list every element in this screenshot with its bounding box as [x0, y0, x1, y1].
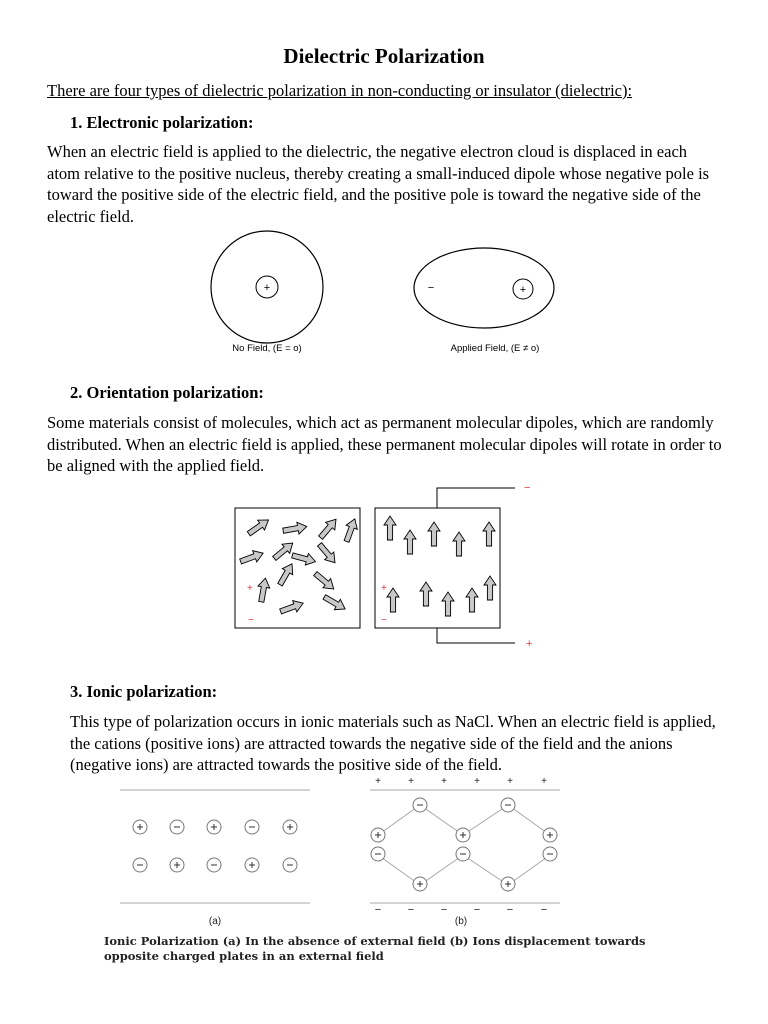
top-plate-charges [375, 776, 547, 787]
nucleus-plus-sign-applied: + [519, 284, 527, 296]
intro-text: There are four types of dielectric polarization in non-conducting or insulator (dielectric): [47, 81, 633, 100]
label-b: (b) [454, 916, 468, 927]
section-body-ionic: This type of polarization occurs in ionic materials such as NaCl. When an electric field is applied, the cations (positive ions) are attracted towards the negative side of the field and the anions (negative ions) are attracted towards the positive side of the field. [70, 712, 716, 774]
svg-text:−: − [506, 904, 514, 916]
section-heading-electronic: 1. Electronic polarization: [70, 113, 254, 132]
svg-text:−: − [374, 904, 382, 916]
section-heading-ionic: 3. Ionic polarization: [70, 682, 218, 701]
svg-text:+: + [541, 776, 547, 787]
section-body-electronic: When an electric field is applied to the dielectric, the negative electron cloud is displaced in each atom relative to the positive nucleus, thereby creating a small-induced dipole whose negative pole is toward the positive side of the electric field, and the positive pole is toward the negative side of the electric field. [47, 142, 710, 226]
aligned-dipoles [384, 516, 496, 616]
svg-text:−: − [473, 904, 481, 916]
bottom-plate-charges [375, 904, 547, 916]
dipole-minus-sign-applied: − [381, 615, 387, 626]
ion-lattice-lines [378, 805, 550, 885]
svg-text:−: − [540, 904, 548, 916]
svg-text:−: − [407, 904, 415, 916]
page-title: Dielectric Polarization [283, 44, 485, 68]
svg-text:+: + [441, 776, 447, 787]
svg-text:+: + [375, 776, 381, 787]
bottom-plus-sign: + [526, 638, 533, 650]
dipole-plus-sign: + [247, 583, 253, 594]
label-no-field: No Field, (E = o) [232, 343, 302, 354]
label-applied-field: Applied Field, (E ≠ o) [450, 343, 540, 354]
label-a: (a) [208, 916, 222, 927]
ions-applied-field [371, 798, 557, 891]
electron-minus-sign: − [427, 282, 435, 294]
dipole-minus-sign: − [248, 615, 254, 626]
bottom-electrode-wire [437, 628, 515, 643]
section-body-orientation: Some materials consist of molecules, which act as permanent molecular dipoles, which are randomly distributed. When an electric field is applied, these permanent molecular dipoles will rotate in order to be aligned with the applied field. [47, 413, 722, 475]
dipole-plus-sign-applied: + [381, 583, 387, 594]
top-electrode-wire [437, 488, 515, 508]
svg-text:−: − [440, 904, 448, 916]
section-heading-orientation: 2. Orientation polarization: [70, 383, 264, 402]
ions-no-field [133, 820, 297, 872]
top-minus-sign: − [524, 482, 531, 494]
svg-text:+: + [507, 776, 513, 787]
figure-electronic-polarization [0, 235, 768, 375]
nucleus-plus-sign: + [263, 282, 271, 294]
figure-orientation-polarization [0, 480, 768, 650]
random-dipoles [239, 515, 361, 617]
figure-ionic-polarization [0, 775, 768, 925]
svg-text:+: + [474, 776, 480, 787]
svg-text:+: + [408, 776, 414, 787]
figure-caption-ionic: Ionic Polarization (a) In the absence of external field (b) Ions displacement towards opposite charged plates in an external field [104, 934, 646, 963]
